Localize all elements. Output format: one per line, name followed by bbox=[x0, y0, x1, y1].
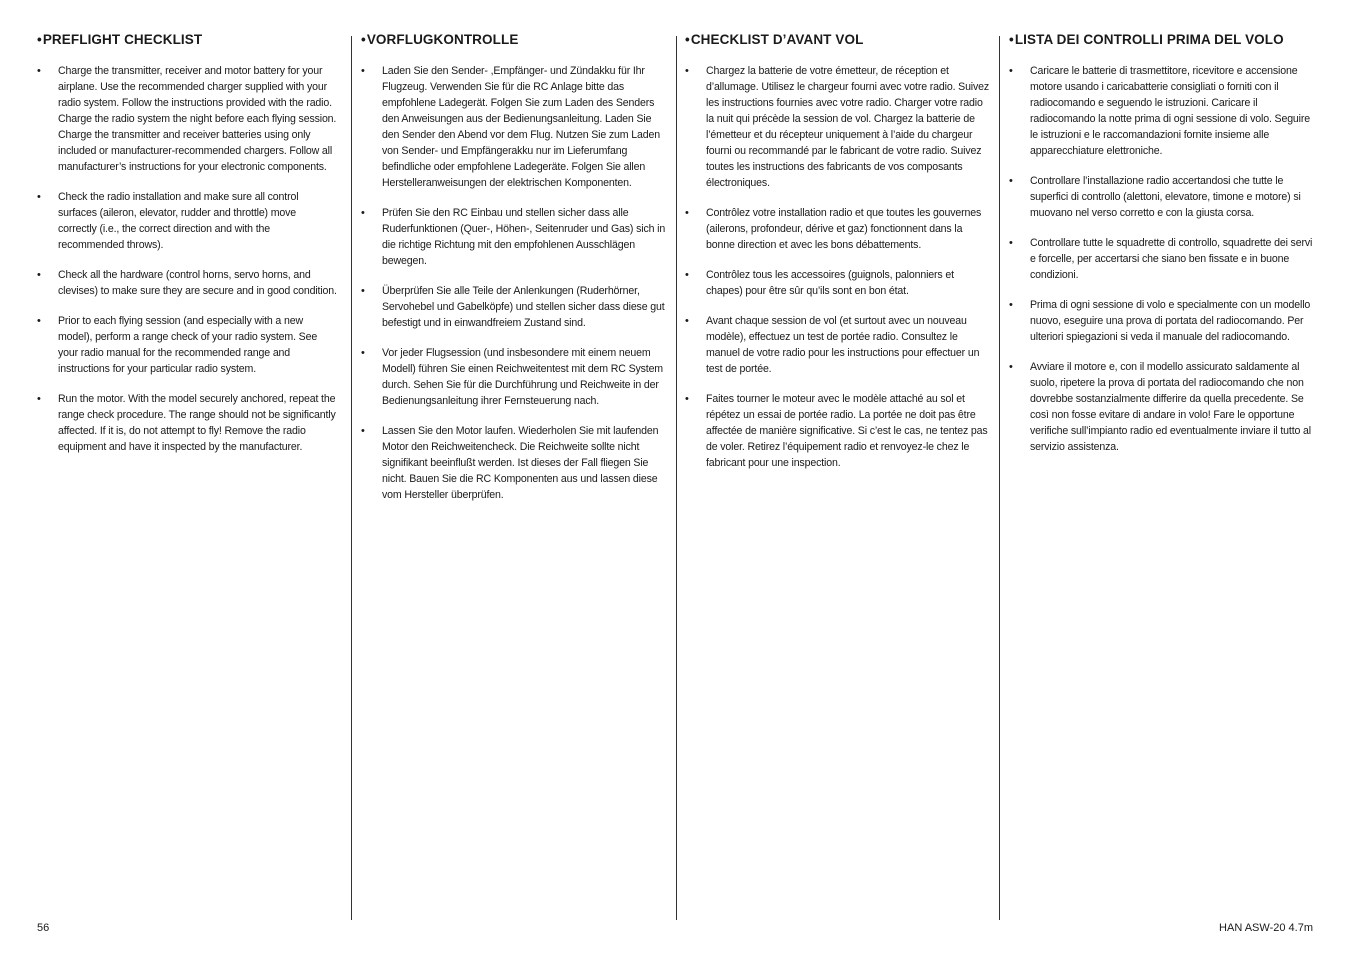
bullet: • bbox=[361, 425, 365, 437]
document-id: HAN ASW-20 4.7m bbox=[1219, 922, 1313, 934]
bullet: • bbox=[685, 65, 689, 77]
page-number: 56 bbox=[37, 922, 50, 934]
bullet: • bbox=[37, 65, 41, 77]
checklist-item bbox=[1009, 173, 1317, 221]
checklist-item bbox=[685, 267, 991, 299]
bullet: • bbox=[37, 315, 41, 327]
item-text: Contrôlez tous les accessoires (guignols, palonniers et chapes) pour être sûr qu’ils sont en bon état. bbox=[706, 269, 954, 297]
bullet: • bbox=[1009, 65, 1013, 77]
column-divider bbox=[351, 36, 352, 920]
preflight-checklist-english bbox=[37, 31, 337, 469]
checklist-item bbox=[685, 63, 991, 191]
item-text: Prima di ogni sessione di volo e specialmente con un modello nuovo, eseguire una prova di portata del radiocomando. Per ulteriori spiegazioni si veda il manuale del radiocomando. bbox=[1030, 299, 1311, 343]
item-text: Faites tourner le moteur avec le modèle attaché au sol et répétez un essai de portée radio. La portée ne doit pas être affectée de manière significative. Si c’est le cas, ne tentez pas de voler. Retirez l’équipement radio et renvoyez-le chez le fabricant pour une inspection. bbox=[706, 393, 988, 469]
item-text: Controllare l’installazione radio accertandosi che tutte le superfici di controllo (alettoni, elevatore, timone e motore) si muovano nel verso corretto e con la giusta corsa. bbox=[1030, 175, 1301, 219]
column-divider bbox=[676, 36, 677, 920]
checklist-item bbox=[685, 313, 991, 377]
item-text: Contrôlez votre installation radio et que toutes les gouvernes (ailerons, profondeur, dérive et gaz) fonctionnent dans la bonne direction et avec les bons débattements. bbox=[706, 207, 982, 251]
checklist bbox=[37, 63, 337, 455]
checklist bbox=[685, 63, 991, 471]
bullet: • bbox=[1009, 361, 1013, 373]
bullet: • bbox=[1009, 237, 1013, 249]
heading-text: LISTA DEI CONTROLLI PRIMA DEL VOLO bbox=[1014, 32, 1284, 47]
preflight-checklist-italian bbox=[1009, 31, 1317, 469]
item-text: Chargez la batterie de votre émetteur, de réception et d’allumage. Utilisez le chargeur fourni avec votre radio. Suivez les instructions fournies avec votre radio. Charger votre radio la nuit qui précède la session de vol. Chargez la batterie de l’émetteur et du récepteur uniquement à l’aide du chargeur fourni ou recommandé par le fabricant de votre radio. Suivez toutes les instructions des fabricants de vos composants électroniques. bbox=[706, 65, 990, 189]
heading-text: CHECKLIST D’AVANT VOL bbox=[690, 32, 864, 47]
item-text: Laden Sie den Sender- ,Empfänger- und Zündakku für Ihr Flugzeug. Verwenden Sie für die RC Anlage bitte das empfohlene Ladegerät. Folgen Sie zum Laden des Senders den Anweisungen aus der Bedienungsanleitung. Laden Sie den Sender den Abend vor dem Flug. Nutzen Sie zum Laden von Sender- und Empfängerakku nur im Lieferumfang befindliche oder empfohlene Ladegeräte. Folgen Sie allen Herstelleranweisungen der elektrischen Komponenten. bbox=[382, 65, 660, 189]
checklist-item bbox=[361, 63, 666, 191]
checklist-item bbox=[1009, 297, 1317, 345]
bullet: • bbox=[685, 207, 689, 219]
item-text: Prüfen Sie den RC Einbau und stellen sicher dass alle Ruderfunktionen (Quer-, Höhen-, Seitenruder und Gas) sich in die richtige Richtung mit den empfohlenen Ausschlägen bewegen. bbox=[382, 207, 666, 267]
checklist-item bbox=[685, 205, 991, 253]
heading-bullet: • bbox=[361, 32, 366, 47]
preflight-checklist-french bbox=[685, 31, 991, 485]
section-heading bbox=[1009, 31, 1317, 49]
bullet: • bbox=[361, 347, 365, 359]
item-text: Check the radio installation and make sure all control surfaces (aileron, elevator, rudder and throttle) move correctly (i.e., the correct direction and with the recommended throws). bbox=[58, 191, 299, 251]
checklist-item bbox=[37, 391, 337, 455]
checklist-item bbox=[685, 391, 991, 471]
checklist-item bbox=[1009, 235, 1317, 283]
bullet: • bbox=[37, 191, 41, 203]
heading-bullet: • bbox=[1009, 32, 1014, 47]
checklist-item bbox=[361, 283, 666, 331]
heading-text: PREFLIGHT CHECKLIST bbox=[42, 32, 203, 47]
checklist-item bbox=[37, 63, 337, 175]
checklist bbox=[361, 63, 666, 503]
item-text: Charge the transmitter, receiver and motor battery for your airplane. Use the recommended charger supplied with your radio system. Follow the instructions provided with the radio. Charge the radio system the night before each flying session. Charge the transmitter and receiver batteries using only included or manufacturer-recommended chargers. Follow all manufacturer’s instructions for your electronic components. bbox=[58, 65, 337, 173]
item-text: Prior to each flying session (and especially with a new model), perform a range check of your radio system. See your radio manual for the recommended range and instructions for your particular radio system. bbox=[58, 315, 318, 375]
bullet: • bbox=[1009, 175, 1013, 187]
checklist-item bbox=[1009, 359, 1317, 455]
item-text: Avviare il motore e, con il modello assicurato saldamente al suolo, ripetere la prova di portata del radiocomando che non dovrebbe sostanzialmente differire da quella precedente. Se così non fosse evitare di andare in volo! Fare le opportune verifiche sull’impianto radio ed eventualmente inviare il tutto al servizio assistenza. bbox=[1030, 361, 1311, 453]
heading-bullet: • bbox=[37, 32, 42, 47]
bullet: • bbox=[37, 269, 41, 281]
bullet: • bbox=[361, 207, 365, 219]
checklist-item bbox=[361, 205, 666, 269]
bullet: • bbox=[361, 285, 365, 297]
item-text: Überprüfen Sie alle Teile der Anlenkungen (Ruderhörner, Servohebel und Gabelköpfe) und stellen sicher dass diese gut befestigt und in einwandfreiem Zustand sind. bbox=[382, 285, 665, 329]
bullet: • bbox=[37, 393, 41, 405]
item-text: Vor jeder Flugsession (und insbesondere mit einem neuem Modell) führen Sie einen Reichweitentest mit dem RC System durch. Sehen Sie für die Durchführung und Reichweite in der Bedienungsanleitung ihrer Fernsteuerung nach. bbox=[382, 347, 663, 407]
section-heading bbox=[361, 31, 666, 49]
checklist-item bbox=[37, 189, 337, 253]
column-divider bbox=[999, 36, 1000, 920]
item-text: Controllare tutte le squadrette di controllo, squadrette dei servi e forcelle, per accertarsi che siano ben fissate e in buone condizioni. bbox=[1030, 237, 1313, 281]
bullet: • bbox=[361, 65, 365, 77]
checklist-item bbox=[361, 423, 666, 503]
checklist-item bbox=[1009, 63, 1317, 159]
item-text: Caricare le batterie di trasmettitore, ricevitore e accensione motore usando i caricabatterie consigliati o forniti con il radiocomando e seguendo le istruzioni. Caricare il radiocomando la notte prima di ogni sessione di volo. Seguire le istruzioni e le raccomandazioni fornite insieme alle apparecchiature elettroniche. bbox=[1030, 65, 1310, 157]
checklist bbox=[1009, 63, 1317, 455]
item-text: Check all the hardware (control horns, servo horns, and clevises) to make sure they are secure and in good condition. bbox=[58, 269, 337, 297]
checklist-item bbox=[361, 345, 666, 409]
checklist-item bbox=[37, 267, 337, 299]
item-text: Avant chaque session de vol (et surtout avec un nouveau modèle), effectuez un test de portée radio. Consultez le manuel de votre radio pour les instructions pour effectuer un test de portée. bbox=[706, 315, 980, 375]
item-text: Run the motor. With the model securely anchored, repeat the range check procedure. The range should not be significantly affected. If it is, do not attempt to fly! Remove the radio equipment and have it inspected by the manufacturer. bbox=[58, 393, 336, 453]
bullet: • bbox=[685, 315, 689, 327]
bullet: • bbox=[685, 393, 689, 405]
checklist-item bbox=[37, 313, 337, 377]
bullet: • bbox=[1009, 299, 1013, 311]
heading-bullet: • bbox=[685, 32, 690, 47]
heading-text: VORFLUGKONTROLLE bbox=[366, 32, 519, 47]
item-text: Lassen Sie den Motor laufen. Wiederholen Sie mit laufenden Motor den Reichweitencheck. Die Reichweite sollte nicht signifikant beeinflußt werden. Ist dieses der Fall fliegen Sie nicht. Bauen Sie die RC Komponenten aus und lassen diese vom Hersteller überprüfen. bbox=[382, 425, 659, 501]
preflight-checklist-german bbox=[361, 31, 666, 517]
section-heading bbox=[685, 31, 991, 49]
bullet: • bbox=[685, 269, 689, 281]
section-heading bbox=[37, 31, 337, 49]
